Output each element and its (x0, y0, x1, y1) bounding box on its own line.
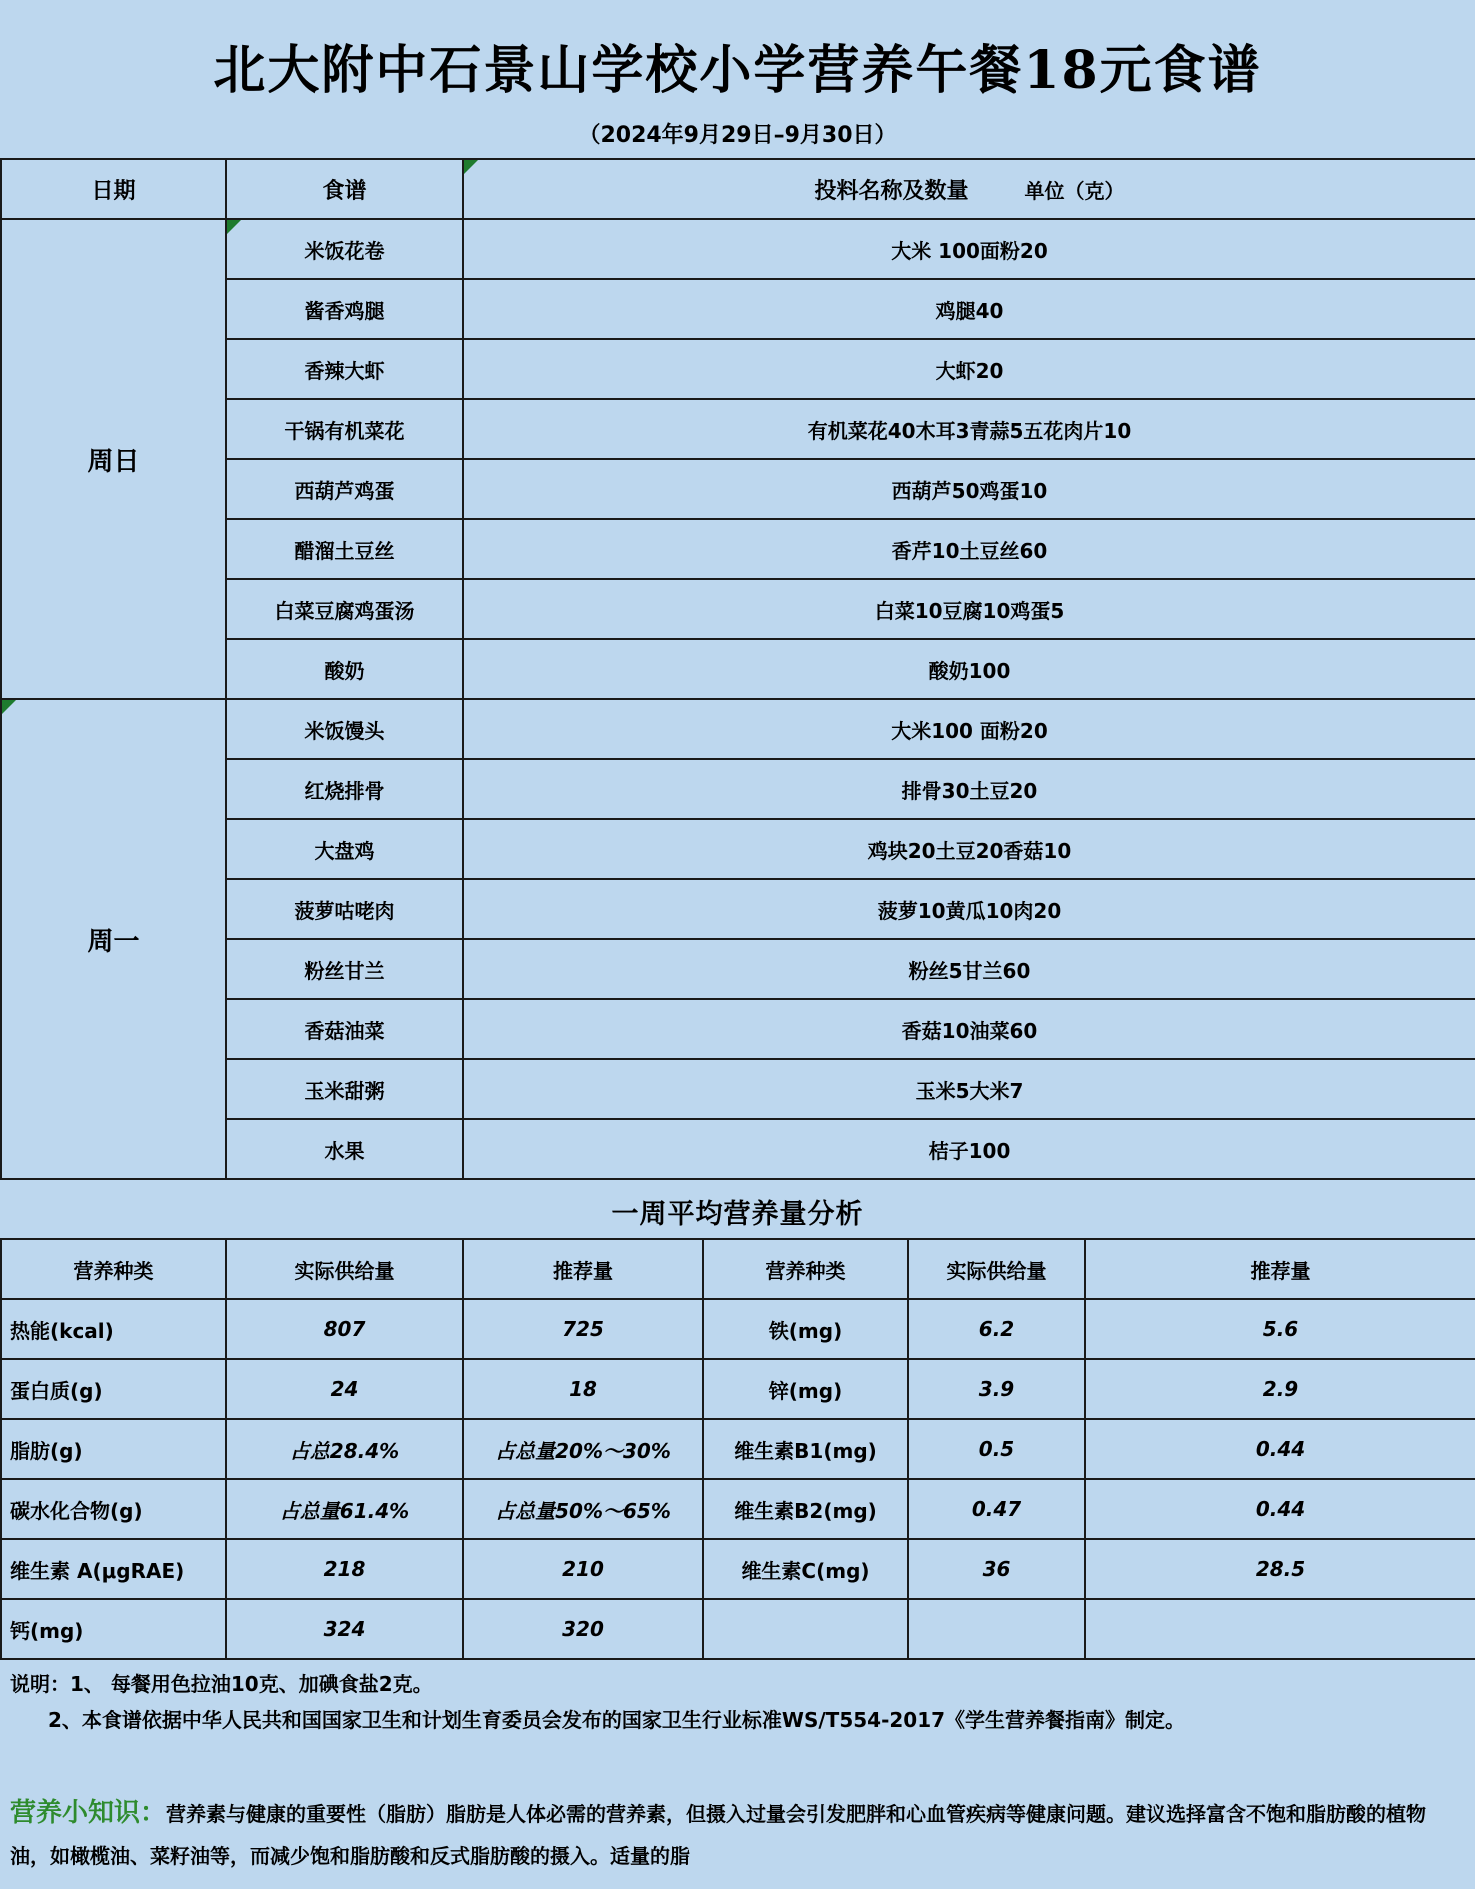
nutrition-cell: 0.44 (1085, 1479, 1475, 1539)
dish-name-label: 米饭馒头 (304, 718, 385, 743)
dish-name (226, 519, 463, 579)
nutrition-row (1, 1599, 1475, 1659)
dish-name (226, 639, 463, 699)
nutrition-cell: 占总量20%～30% (463, 1419, 703, 1479)
nutrition-header-cell: 实际供给量 (226, 1239, 463, 1299)
dish-ingredients: 桔子100 (463, 1119, 1475, 1179)
nutrition-cell: 3.9 (908, 1359, 1085, 1419)
date-range: （2024年9月29日–9月30日） (578, 123, 897, 148)
menu-body (1, 219, 1475, 1179)
dish-name (226, 819, 463, 879)
header-ingredients-label: 投料名称及数量 (814, 178, 969, 204)
dish-ingredients: 有机菜花40木耳3青蒜5五花肉片10 (463, 399, 1475, 459)
nutrition-header-cell: 推荐量 (1085, 1239, 1475, 1299)
nutrition-cell: 5.6 (1085, 1299, 1475, 1359)
nutrition-cell: 维生素B1(mg) (703, 1419, 908, 1479)
nutrition-cell: 占总28.4% (226, 1419, 463, 1479)
dish-ingredients: 鸡腿40 (463, 279, 1475, 339)
dish-name-label: 白菜豆腐鸡蛋汤 (274, 598, 415, 623)
day-label: 周日 (87, 446, 140, 477)
nutrition-header-cell: 推荐量 (463, 1239, 703, 1299)
dish-name-label: 西葫芦鸡蛋 (294, 478, 395, 503)
dish-ingredients: 粉丝5甘兰60 (463, 939, 1475, 999)
dish-name (226, 939, 463, 999)
nutrition-header-cell: 实际供给量 (908, 1239, 1085, 1299)
dish-name (226, 699, 463, 759)
nutrition-tips (10, 1792, 1465, 1877)
nutrition-body (1, 1299, 1475, 1659)
dish-name-label: 米饭花卷 (304, 238, 385, 263)
nutrition-cell: 0.47 (908, 1479, 1085, 1539)
header-recipe: 食谱 (226, 159, 463, 219)
dish-name-label: 酸奶 (324, 658, 365, 683)
nutrition-cell: 210 (463, 1539, 703, 1599)
dish-name (226, 579, 463, 639)
nutrition-cell: 36 (908, 1539, 1085, 1599)
dish-name (226, 219, 463, 279)
day-cell (1, 219, 226, 699)
nutrition-cell: 热能(kcal) (1, 1299, 226, 1359)
dish-name-label: 大盘鸡 (314, 838, 375, 863)
day-label: 周一 (87, 926, 140, 957)
dish-name (226, 759, 463, 819)
nutrition-cell (908, 1599, 1085, 1659)
dish-name-label: 水果 (324, 1138, 365, 1163)
nutrition-cell: 铁(mg) (703, 1299, 908, 1359)
dish-ingredients: 大虾20 (463, 339, 1475, 399)
nutrition-title: 一周平均营养量分析 (611, 1199, 864, 1230)
nutrition-cell: 24 (226, 1359, 463, 1419)
dish-name (226, 279, 463, 339)
dish-ingredients: 香菇10油菜60 (463, 999, 1475, 1059)
dish-name-label: 粉丝甘兰 (304, 958, 385, 983)
nutrition-header-cell: 营养种类 (1, 1239, 226, 1299)
dish-ingredients: 大米 100面粉20 (463, 219, 1475, 279)
tips-text: 营养素与健康的重要性（脂肪）脂肪是人体必需的营养素，但摄入过量会引发肥胖和心血管疾病等健康问题。建议选择富含不饱和脂肪酸的植物油，如橄榄油、菜籽油等，而减少饱和脂肪酸和反式脂肪酸的摄入。适量的脂 (10, 1802, 1427, 1868)
nutrition-cell: 218 (226, 1539, 463, 1599)
dish-name-label: 菠萝咕咾肉 (294, 898, 395, 923)
dish-name-label: 红烧排骨 (304, 778, 385, 803)
tips-label: 营养小知识： (10, 1798, 167, 1828)
dish-name (226, 459, 463, 519)
nutrition-row (1, 1539, 1475, 1599)
nutrition-row (1, 1479, 1475, 1539)
nutrition-cell: 碳水化合物(g) (1, 1479, 226, 1539)
nutrition-header-cell: 营养种类 (703, 1239, 908, 1299)
nutrition-cell: 0.5 (908, 1419, 1085, 1479)
dish-name (226, 339, 463, 399)
nutrition-row (1, 1419, 1475, 1479)
nutrition-cell (703, 1599, 908, 1659)
dish-name-label: 干锅有机菜花 (284, 418, 405, 443)
nutrition-cell: 锌(mg) (703, 1359, 908, 1419)
dish-name-label: 香辣大虾 (304, 358, 385, 383)
nutrition-cell: 钙(mg) (1, 1599, 226, 1659)
nutrition-cell: 脂肪(g) (1, 1419, 226, 1479)
note-line-2: 2、本食谱依据中华人民共和国国家卫生和计划生育委员会发布的国家卫生行业标准WS/T554-2017《学生营养餐指南》制定。 (48, 1708, 1186, 1732)
menu-row (1, 219, 1475, 279)
nutrition-cell: 320 (463, 1599, 703, 1659)
dish-ingredients: 鸡块20土豆20香菇10 (463, 819, 1475, 879)
dish-name (226, 1119, 463, 1179)
dish-ingredients: 酸奶100 (463, 639, 1475, 699)
nutrition-cell: 2.9 (1085, 1359, 1475, 1419)
nutrition-cell: 占总量61.4% (226, 1479, 463, 1539)
nutrition-cell: 28.5 (1085, 1539, 1475, 1599)
comment-marker-icon (464, 160, 478, 174)
menu-table (0, 158, 1475, 1180)
header-unit: 单位（克） (1024, 178, 1125, 203)
dish-name-label: 香菇油菜 (304, 1018, 385, 1043)
nutrition-cell: 6.2 (908, 1299, 1085, 1359)
dish-name (226, 1059, 463, 1119)
header-ingredients (463, 159, 1475, 219)
dish-ingredients: 排骨30土豆20 (463, 759, 1475, 819)
nutrition-cell: 维生素B2(mg) (703, 1479, 908, 1539)
comment-marker-icon (227, 220, 241, 234)
nutrition-cell: 维生素C(mg) (703, 1539, 908, 1599)
dish-name-label: 玉米甜粥 (304, 1078, 385, 1103)
nutrition-cell: 324 (226, 1599, 463, 1659)
dish-ingredients: 大米100 面粉20 (463, 699, 1475, 759)
menu-header-row (1, 159, 1475, 219)
dish-ingredients: 西葫芦50鸡蛋10 (463, 459, 1475, 519)
dish-name (226, 999, 463, 1059)
dish-ingredients: 菠萝10黄瓜10肉20 (463, 879, 1475, 939)
header-date: 日期 (1, 159, 226, 219)
notes (10, 1666, 1465, 1738)
dish-ingredients: 香芹10土豆丝60 (463, 519, 1475, 579)
nutrition-cell: 725 (463, 1299, 703, 1359)
nutrition-cell: 0.44 (1085, 1419, 1475, 1479)
nutrition-cell (1085, 1599, 1475, 1659)
dish-name-label: 酱香鸡腿 (304, 298, 385, 323)
nutrition-header-row (1, 1239, 1475, 1299)
dish-ingredients: 白菜10豆腐10鸡蛋5 (463, 579, 1475, 639)
nutrition-cell: 蛋白质(g) (1, 1359, 226, 1419)
nutrition-row (1, 1359, 1475, 1419)
nutrition-row (1, 1299, 1475, 1359)
menu-row (1, 699, 1475, 759)
nutrition-cell: 维生素 A(μgRAE) (1, 1539, 226, 1599)
note-line-1: 说明：1、 每餐用色拉油10克、加碘食盐2克。 (10, 1672, 433, 1696)
nutrition-cell: 18 (463, 1359, 703, 1419)
dish-name (226, 399, 463, 459)
dish-name-label: 醋溜土豆丝 (294, 538, 395, 563)
nutrition-cell: 807 (226, 1299, 463, 1359)
nutrition-table (0, 1238, 1475, 1660)
nutrition-cell: 占总量50%～65% (463, 1479, 703, 1539)
dish-name (226, 879, 463, 939)
day-cell (1, 699, 226, 1179)
comment-marker-icon (2, 700, 16, 714)
page-title: 北大附中石景山学校小学营养午餐18元食谱 (213, 40, 1262, 101)
dish-ingredients: 玉米5大米7 (463, 1059, 1475, 1119)
